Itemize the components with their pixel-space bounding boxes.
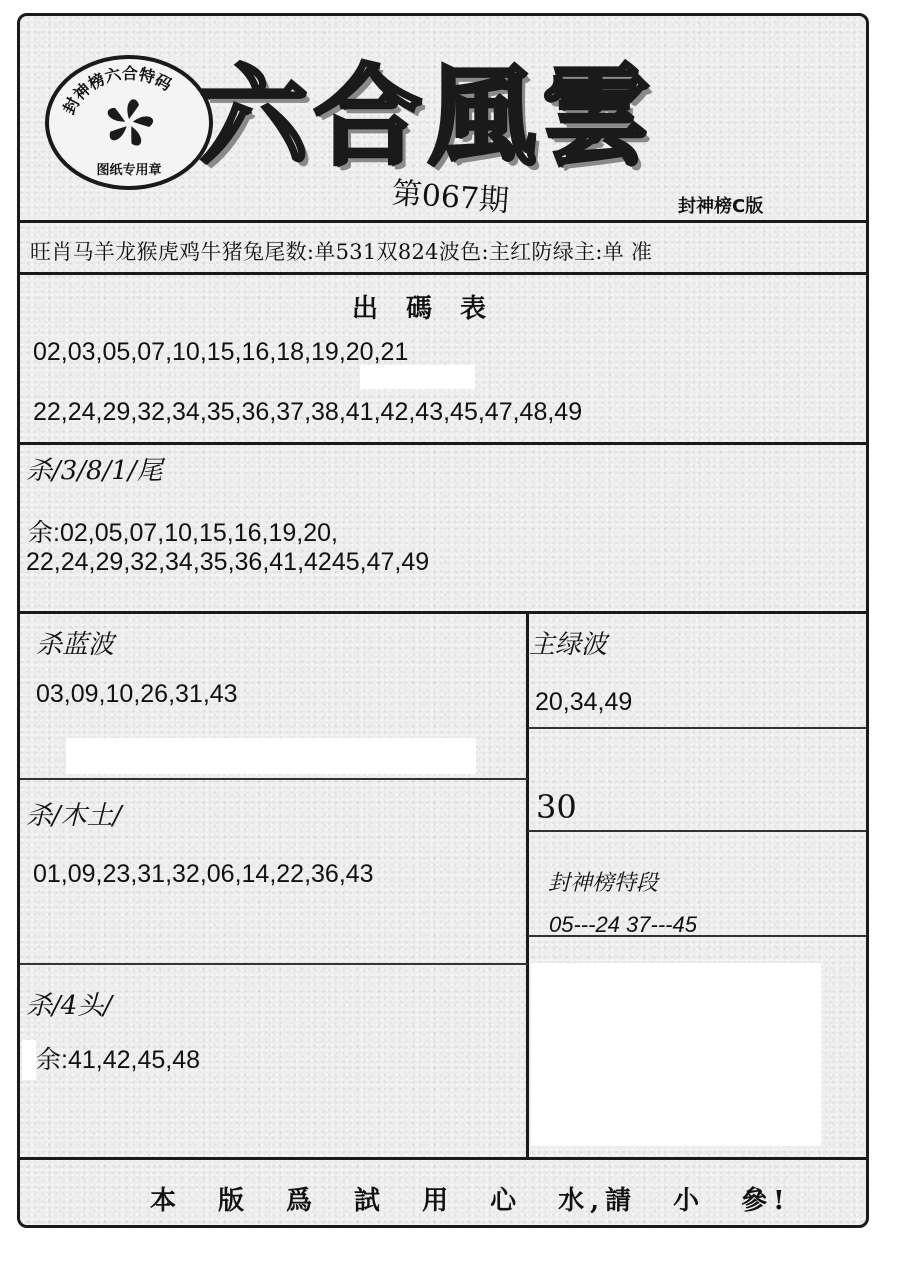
number-box-value: 30 [536,788,577,826]
kill-blue-numbers: 03,09,10,26,31,43 [36,680,238,708]
chuma-line-1: 02,03,05,07,10,15,16,18,19,20,21 [33,338,409,366]
kill-element-numbers: 01,09,23,31,32,06,14,22,36,43 [33,860,374,888]
special-value: 05---24 37---45 [549,912,697,937]
kill-head-numbers: 余:41,42,45,48 [36,1046,201,1074]
footer-char: 版 [218,1186,251,1216]
seal-stamp [45,55,213,190]
footer-note [150,1180,791,1217]
edition-label: 封神榜C版 [678,196,764,217]
divider-footer [20,1157,866,1160]
seal-bottom-text: 图纸专用章 [96,163,162,178]
divider-left-2 [20,963,528,965]
kill-tail-label: 杀/3/8/1/尾 [26,456,163,486]
seal-ring-text: 封神榜六合特码 [59,63,175,118]
chuma-title: 出碼表 [352,294,515,324]
footer-char: 本 [150,1186,183,1216]
info-line: 旺肖马羊龙猴虎鸡牛猪兔尾数:单531双824波色:主红防绿主:单 准 [30,240,653,264]
divider-vertical [526,611,529,1158]
kill-tail-line-1: 余:02,05,07,10,15,16,19,20, [28,519,338,547]
footer-char: 試 [354,1186,387,1216]
whiteout-patch [66,738,476,774]
chuma-line-2: 22,24,29,32,34,35,36,37,38,41,42,43,45,47,48,49 [33,398,583,426]
kill-element-label: 杀/木土/ [26,801,122,831]
main-green-label: 主绿波 [529,630,608,660]
footer-char: 參! [741,1186,791,1216]
footer-char: 水,請 [558,1186,638,1216]
footer-char: 爲 [286,1186,319,1216]
blank-box [531,963,821,1146]
divider-right-1 [528,727,866,729]
special-label: 封神榜特段 [548,871,659,896]
divider-right-2 [528,830,866,832]
divider-chuma [20,442,866,445]
bauhinia-icon [106,99,155,148]
divider-info [20,272,866,275]
divider-header [20,220,866,223]
footer-char: 用 [422,1186,455,1216]
whiteout-patch [22,1040,36,1080]
issue-number: 第067期 [390,175,511,220]
footer-char: 小 [673,1186,706,1216]
page-title: 六合風雲 [200,54,657,180]
kill-tail-line-2: 22,24,29,32,34,35,36,41,4245,47,49 [26,548,430,576]
kill-blue-label: 杀蓝波 [36,630,115,660]
svg-text:封神榜六合特码 [59,64,175,117]
whiteout-patch [360,365,475,389]
divider-kill-tail [20,611,866,614]
divider-left-1 [20,778,528,780]
kill-head-label: 杀/4头/ [26,991,113,1021]
footer-char: 心 [490,1186,523,1216]
main-green-numbers: 20,34,49 [535,688,633,716]
